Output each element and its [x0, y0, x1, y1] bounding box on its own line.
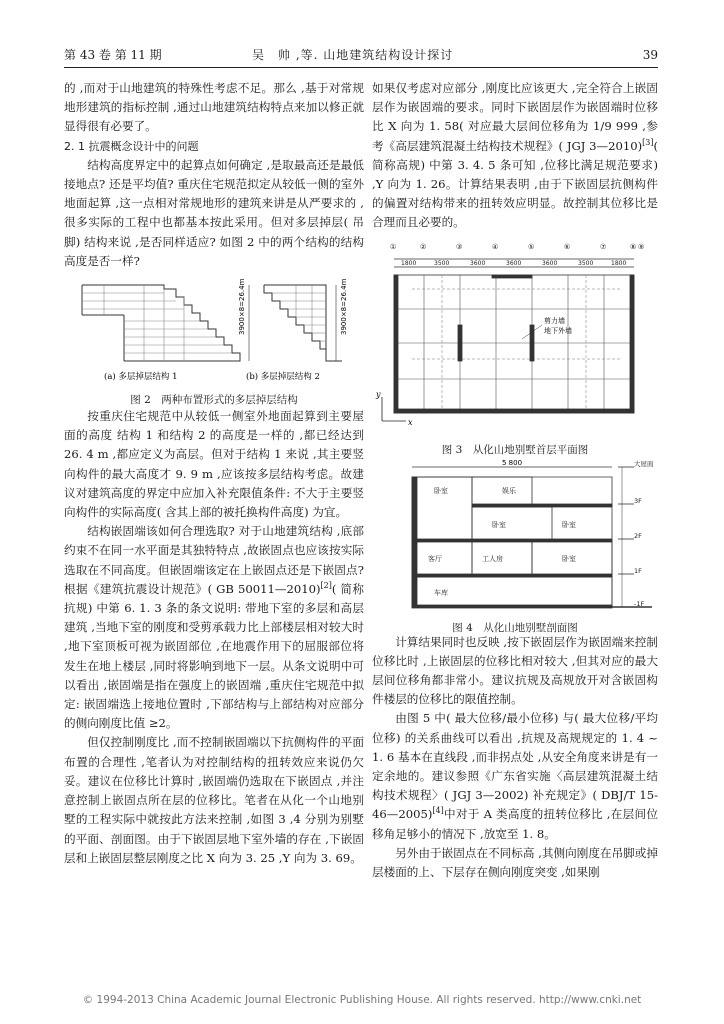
paragraph — [372, 79, 658, 233]
fig3-axis-label: ④ — [492, 242, 499, 251]
fig4-room-label: 娱乐 — [502, 486, 516, 495]
fig4-room-label: 卧室 — [434, 486, 448, 495]
fig4-room-label: 卧室 — [562, 520, 576, 529]
figure-4 — [372, 457, 658, 633]
running-title: 吴 帅 ,等. 山地建筑结构设计探讨 — [252, 48, 454, 62]
fig2-dimension-1: 3900×8=26.4m — [238, 278, 246, 336]
fig4-dimension: 5 800 — [502, 458, 523, 467]
fig3-dimension: 3600 — [506, 259, 522, 267]
paragraph: 计算结果同时也反映 ,按下嵌固层作为嵌固端来控制位移比时 ,上嵌固层的位移比相对较大 ,但其对应的最大层间位移角都非常小。建议抗规及高规放开对含嵌固构件楼层的位移比的限值控制。 — [372, 634, 658, 707]
fig3-dimension: 1800 — [611, 259, 627, 267]
copyright-footer: © 1994-2013 China Academic Journal Electronic Publishing House. All rights reserved. http://www.cnki.net — [82, 994, 642, 1006]
paragraph — [372, 709, 658, 843]
paragraph: 另外由于嵌固点在不同标高 ,其侧向刚度在吊脚或掉层楼面的上、下层存在侧向刚度突变 ,如果刚 — [372, 845, 658, 880]
figure-3 — [372, 239, 658, 455]
paragraph-text: 结构嵌固端该如何合理选取? 对于山地建筑结构 ,底部约束不在同一水平面是其独特特点 ,故嵌固点也应该按实际选取在不同高度。但嵌固端该定在上嵌固点还是下嵌固点? 根据《建筑抗震设计规范》( GB 50011—2010) — [64, 524, 364, 596]
fig4-room-label: 工人房 — [482, 554, 503, 563]
fig2-drawing — [64, 275, 364, 387]
paragraph-text: ( 简称抗规) 中第 6. 1. 3 条的条文说明: 带地下室的多层和高层建筑 ,当地下室的刚度和受剪承载力比上部楼层相对较大时 ,地下室顶板可视为嵌固部位 ,在地震作用下的屈服部位将发生在地上楼层 ,同时将影响到地下一层。从条文说明中可以看出 ,嵌固端是指在强度上的嵌固端 ,重庆住宅规范中拟定: 嵌固端选上接地位置时 ,下部结构与上部结构对应部分的侧向刚度比值 ≥2。 — [64, 581, 364, 731]
fig3-axis-label: ② — [420, 242, 427, 251]
fig3-axis-x: x — [408, 417, 413, 427]
paragraph-text: 如果仅考虑对应部分 ,刚度比应该更大 ,完全符合上嵌固层作为嵌固端的要求。同时下嵌固层作为嵌固端时位移比 X 向为 1. 58( 对应最大层间位移角为 1/9 999 ,参考《高层建筑混凝土结构技术规程》( JGJ 3—2010) — [372, 81, 658, 153]
fig3-axis-y: y — [376, 389, 381, 399]
fig3-dimension: 3500 — [434, 259, 450, 267]
fig3-axis-label: ⑨ — [638, 242, 645, 251]
fig3-axis-label: ⑦ — [600, 242, 607, 251]
citation: [3] — [642, 137, 654, 147]
fig2-label-b: (b) 多层掉层结构 2 — [246, 372, 320, 383]
section-heading: 2. 1 抗震概念设计中的问题 — [64, 139, 199, 153]
fig3-axis-label: ⑤ — [528, 242, 535, 251]
figure-2 — [64, 275, 364, 407]
fig3-dimension: 3600 — [542, 259, 558, 267]
paragraph: 的 ,而对于山地建筑的特殊性考虑不足。那么 ,基于对常规地形建筑的指标控制 ,通过山地建筑结构特点来加以修正就显得很有必要了。 — [64, 81, 364, 134]
paragraph: 但仅控制刚度比 ,而不控制嵌固端以下抗侧构件的平面布置的合理性 ,笔者认为对控制结构的扭转效应来说仍欠妥。建议在位移比计算时 ,嵌固端仍选取在下嵌固点 ,并注意控制上嵌固点所在层的位移比。笔者在从化一个山地别墅的工程实际中就按此方法来控制 ,如图 3 ,4 分别为别墅的平面、剖面图。由于下嵌固层地下室外墙的存在 ,下嵌固层和上嵌固层整层刚度之比 X 向为 3. 25 ,Y 向为 3. 69。 — [64, 735, 364, 865]
paragraph — [64, 522, 364, 733]
figure-4-caption: 图 4 从化山地别墅剖面图 — [452, 621, 578, 634]
fig4-level-label: -1F — [634, 599, 645, 608]
fig4-level-label: 3F — [634, 496, 642, 505]
right-column — [372, 79, 658, 882]
fig4-room-label: 客厅 — [428, 554, 442, 563]
page-number: 39 — [642, 48, 658, 62]
fig4-room-label: 车库 — [434, 588, 448, 597]
fig3-note-shear-wall: 剪力墙 — [544, 316, 565, 325]
fig4-level-label: 1F — [634, 566, 642, 575]
figure-3-caption: 图 3 从化山地别墅首层平面图 — [441, 443, 589, 456]
fig2-dimension-2: 3900×8=26.4m — [340, 278, 348, 336]
page-header — [64, 46, 658, 64]
fig2-label-a: (a) 多层掉层结构 1 — [104, 372, 178, 383]
citation: [2] — [320, 581, 332, 590]
paragraph-text: 由图 5 中( 最大位移/最小位移) 与( 最大位移/平均位移) 的关系曲线可以看出 ,抗规及高规规定的 1. 4 ~ 1. 6 基本在直线段 ,而非拐点处 ,从安全角度来讲是有一定余地的。建议参照《广东省实施〈高层建筑混凝土结构技术规程〉( JGJ 3—2002) 补充规定》( DBJ/T 15-46—2005) — [372, 711, 658, 822]
fig3-axis-label: ③ — [456, 242, 463, 251]
fig4-level-label: 大屋面 — [634, 459, 654, 468]
paragraph-text: ( 简称高规) 中第 3. 4. 5 条可知 ,位移比满足规范要求) ,Y 向为 1. 26。计算结果表明 ,由于下嵌固层抗侧构件的偏置对结构带来的扭转效应明显。故控制其位移比是合理而且必要的。 — [372, 138, 658, 230]
fig4-level-label: 2F — [634, 531, 642, 540]
journal-issue: 第 43 卷 第 11 期 — [64, 48, 162, 62]
paragraph-text: 中对于 A 类高度的扭转位移比 ,在层间位移角足够小的情况下 ,放宽至 1. 8。 — [372, 807, 658, 841]
header-rule — [64, 67, 658, 68]
left-column — [64, 79, 364, 868]
fig3-drawing — [372, 239, 658, 437]
fig3-dimension: 3500 — [578, 259, 594, 267]
fig3-dimension: 1800 — [401, 259, 417, 267]
fig3-axis-label: ⑧ — [630, 242, 637, 251]
fig4-room-label: 卧室 — [562, 554, 576, 563]
figure-2-caption: 图 2 两种布置形式的多层掉层结构 — [130, 394, 298, 407]
citation: [4] — [432, 806, 444, 816]
fig3-note-basement-wall: 地下外墙 — [544, 326, 572, 335]
paragraph: 按重庆住宅规范中从较低一侧室外地面起算到主要屋面的高度 结构 1 和结构 2 的高度是一样的 ,都已经达到 26. 4 m ,都应定义为高层。但对于结构 1 来说 ,其主要竖向构件的最大高度才 9. 9 m ,应该按多层结构考虑。故建议对建筑高度的界定中应加入补充限值条件: 不大于主要竖向构件的实际高度( 含其上部的被托换构件高度) 为宜。 — [64, 409, 364, 520]
fig3-axis-label: ① — [390, 242, 397, 251]
fig3-dimension: 3600 — [470, 259, 486, 267]
fig4-drawing — [372, 457, 658, 615]
paragraph: 结构高度界定中的起算点如何确定 ,是取最高还是最低接地点? 还是平均值? 重庆住宅规范拟定从较低一侧的室外地面起算 ,这一点相对常规地形的建筑来讲是从严要求的 ,很多实际的工程中也都基本按此采用。但对多层掉层( 吊脚) 结构来说 ,是否同样适应? 如图 2 中的两个结构的结构高度是否一样? — [64, 157, 364, 268]
fig3-axis-label: ⑥ — [564, 242, 571, 251]
fig4-room-label: 卧室 — [492, 520, 506, 529]
